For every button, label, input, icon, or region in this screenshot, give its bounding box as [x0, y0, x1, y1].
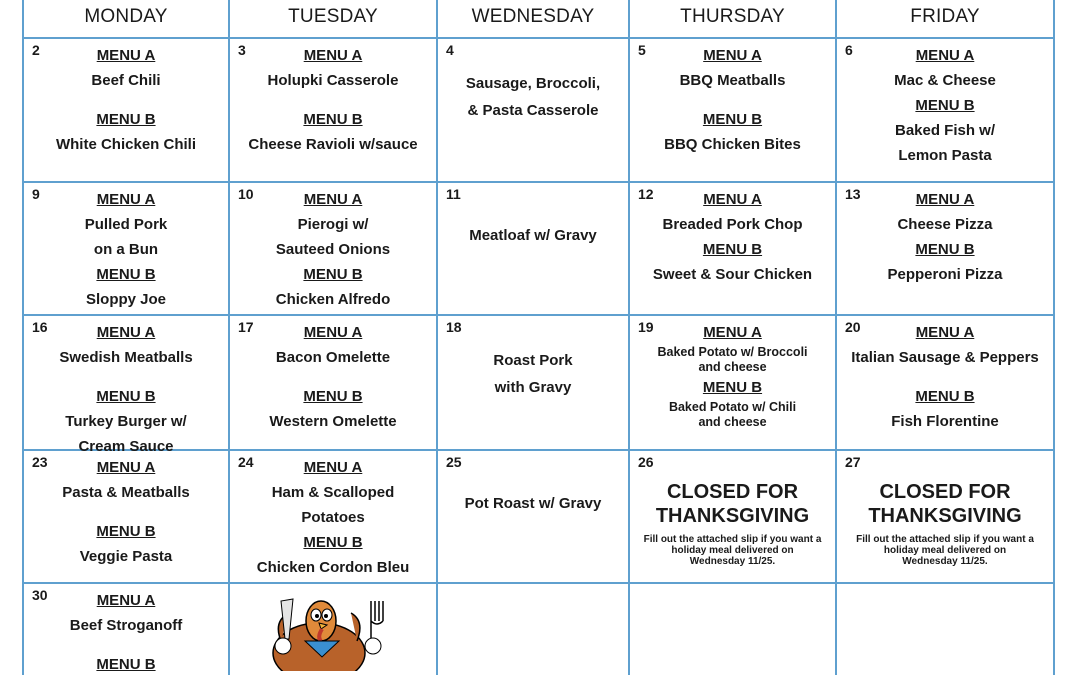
day-number: 6 [845, 42, 853, 58]
menu-label: MENU B [303, 111, 363, 128]
day-number: 16 [32, 319, 48, 335]
menu-item: BBQ Chicken Bites [664, 136, 801, 153]
menu-label: MENU B [96, 111, 156, 128]
day-cell [629, 315, 836, 450]
menu-label: MENU A [96, 191, 156, 208]
menu-label: MENU A [915, 191, 975, 208]
day-cell [437, 583, 629, 675]
day-cell [229, 315, 437, 450]
menu-label: MENU A [703, 47, 762, 64]
turkey-mascot-icon [259, 591, 409, 671]
spacer [23, 370, 229, 384]
day-number: 30 [32, 587, 48, 603]
cell-menu-content [836, 320, 1054, 434]
menu-label: MENU A [915, 47, 975, 64]
menu-label: MENU B [96, 656, 156, 673]
day-number: 10 [238, 186, 254, 202]
closed-notice: CLOSED FOR [879, 481, 1011, 503]
day-number: 17 [238, 319, 254, 335]
menu-item: Ham & Scalloped [271, 484, 395, 501]
cell-menu-content [836, 43, 1054, 168]
day-cell [836, 38, 1054, 182]
menu-item: Holupki Casserole [267, 72, 399, 89]
day-number: 11 [446, 186, 461, 202]
cell-menu-content [836, 187, 1054, 287]
menu-label: MENU B [702, 241, 763, 258]
day-cell [229, 38, 437, 182]
day-header-tuesday: TUESDAY [288, 6, 378, 27]
menu-label: MENU B [702, 111, 763, 128]
menu-item: BBQ Meatballs [679, 72, 786, 89]
cell-menu-content [836, 480, 1054, 567]
day-cell [23, 450, 229, 583]
day-cell [23, 182, 229, 315]
day-cell [229, 450, 437, 583]
menu-item: Veggie Pasta [79, 548, 173, 565]
day-cell [437, 315, 629, 450]
day-header-wednesday: WEDNESDAY [471, 6, 595, 27]
day-cell [229, 182, 437, 315]
day-cell [629, 182, 836, 315]
day-cell [836, 315, 1054, 450]
day-number: 2 [32, 42, 40, 58]
holiday-meal-note: Fill out the attached slip if you want a [643, 534, 822, 545]
menu-label: MENU A [703, 324, 762, 341]
menu-item: Meatloaf w/ Gravy [469, 227, 597, 244]
menu-label: MENU A [303, 324, 363, 341]
day-number: 26 [638, 454, 654, 470]
menu-label: MENU B [303, 266, 363, 283]
day-number: 27 [845, 454, 861, 470]
menu-label: MENU B [303, 388, 363, 405]
cell-menu-content [229, 320, 437, 434]
menu-label: MENU A [303, 459, 363, 476]
menu-item: Sweet & Sour Chicken [652, 266, 813, 283]
menu-item: on a Bun [93, 241, 159, 258]
menu-item: Roast Pork [493, 352, 573, 369]
day-header-monday: MONDAY [84, 6, 168, 27]
menu-label: MENU A [303, 47, 363, 64]
menu-item: Baked Fish w/ [894, 122, 996, 139]
closed-notice: THANKSGIVING [655, 505, 810, 527]
day-number: 12 [638, 186, 654, 202]
cell-menu-content [629, 320, 836, 430]
closed-notice: CLOSED FOR [666, 481, 799, 503]
menu-item: & Pasta Casserole [467, 102, 599, 119]
menu-label: MENU A [915, 324, 975, 341]
holiday-meal-note: Wednesday 11/25. [902, 556, 988, 567]
menu-item: Beef Chili [91, 72, 161, 89]
menu-item: and cheese [698, 360, 767, 374]
day-cell [23, 315, 229, 455]
spacer [23, 638, 229, 652]
cell-menu-content [629, 480, 836, 567]
day-cell [629, 450, 836, 583]
closed-notice: THANKSGIVING [868, 505, 1022, 527]
day-cell [836, 583, 1054, 675]
day-header-friday: FRIDAY [910, 6, 980, 27]
menu-item: Baked Potato w/ Chili [668, 400, 797, 414]
day-cell [437, 38, 629, 182]
day-number: 24 [238, 454, 254, 470]
day-number: 19 [638, 319, 654, 335]
menu-item: Italian Sausage & Peppers [851, 349, 1039, 366]
cell-menu-content [629, 187, 836, 287]
menu-item: Sauteed Onions [275, 241, 391, 258]
menu-label: MENU B [96, 523, 156, 540]
spacer [836, 370, 1054, 384]
menu-item: Western Omelette [269, 413, 397, 430]
day-cell [23, 583, 229, 675]
cell-menu-content [229, 187, 437, 312]
day-cell [629, 583, 836, 675]
day-number: 18 [446, 319, 462, 335]
holiday-meal-note: holiday meal delivered on [671, 545, 794, 556]
menu-item: Swedish Meatballs [59, 349, 193, 366]
cell-menu-content [23, 320, 229, 459]
spacer [229, 370, 437, 384]
cell-menu-content [229, 455, 437, 580]
menu-label: MENU B [96, 388, 156, 405]
day-number: 5 [638, 42, 646, 58]
menu-label: MENU A [303, 191, 363, 208]
spacer [23, 505, 229, 519]
cell-menu-content [229, 43, 437, 157]
menu-label: MENU B [96, 266, 156, 283]
menu-item: Pierogi w/ [297, 216, 369, 233]
day-cell [629, 38, 836, 182]
menu-item: Pasta & Meatballs [62, 484, 190, 501]
menu-item: Sausage, Broccoli, [465, 75, 601, 92]
menu-item: and cheese [698, 415, 767, 429]
menu-label: MENU B [915, 388, 975, 405]
cell-menu-content [437, 490, 629, 517]
day-number: 23 [32, 454, 48, 470]
day-number: 20 [845, 319, 861, 335]
menu-item: Turkey Burger w/ [65, 413, 187, 430]
day-cell [23, 38, 229, 182]
menu-item: Chicken Cordon Bleu [256, 559, 410, 576]
menu-item: Cream Sauce [78, 438, 174, 455]
holiday-meal-note: Fill out the attached slip if you want a [856, 534, 1034, 545]
day-number: 9 [32, 186, 40, 202]
menu-label: MENU A [96, 324, 156, 341]
menu-label: MENU A [96, 459, 156, 476]
day-header-thursday: THURSDAY [680, 6, 785, 27]
menu-item: Chicken Alfredo [275, 291, 391, 308]
menu-item: Cheese Pizza [897, 216, 993, 233]
menu-item: Cheese Ravioli w/sauce [248, 136, 418, 153]
cell-menu-content [23, 455, 229, 569]
menu-item: Fish Florentine [891, 413, 999, 430]
menu-label: MENU A [96, 47, 156, 64]
day-number: 3 [238, 42, 246, 58]
menu-label: MENU B [303, 534, 363, 551]
day-cell [437, 450, 629, 583]
day-cell [836, 450, 1054, 583]
menu-label: MENU B [702, 379, 763, 396]
menu-item: Mac & Cheese [894, 72, 996, 89]
menu-item: Lemon Pasta [898, 147, 992, 164]
day-number: 13 [845, 186, 861, 202]
spacer [629, 93, 836, 107]
menu-item: Pulled Pork [84, 216, 168, 233]
day-number: 25 [446, 454, 462, 470]
day-cell [437, 182, 629, 315]
holiday-meal-note: holiday meal delivered on [883, 545, 1007, 556]
cell-menu-content [629, 43, 836, 157]
spacer [23, 93, 229, 107]
menu-item: Bacon Omelette [275, 349, 391, 366]
holiday-meal-note: Wednesday 11/25. [689, 556, 776, 567]
cell-menu-content [23, 187, 229, 312]
spacer [229, 93, 437, 107]
menu-label: MENU A [703, 191, 762, 208]
menu-item: Breaded Pork Chop [662, 216, 803, 233]
menu-item: Pot Roast w/ Gravy [464, 495, 602, 512]
menu-item: Potatoes [301, 509, 365, 526]
day-number: 4 [446, 42, 454, 58]
cell-menu-content [23, 43, 229, 157]
menu-label: MENU A [96, 592, 156, 609]
cell-menu-content [23, 588, 229, 677]
menu-item: Pepperoni Pizza [887, 266, 1003, 283]
day-cell [836, 182, 1054, 315]
menu-item: White Chicken Chili [55, 136, 196, 153]
cell-menu-content [437, 347, 629, 401]
day-cell [229, 583, 437, 675]
menu-item: Beef Stroganoff [69, 617, 183, 634]
menu-item: with Gravy [494, 379, 572, 396]
menu-label: MENU B [915, 97, 975, 114]
cell-menu-content [437, 222, 629, 249]
menu-label: MENU B [915, 241, 975, 258]
menu-item: Baked Potato w/ Broccoli [657, 345, 808, 359]
cell-menu-content [437, 70, 629, 124]
menu-item: Sloppy Joe [85, 291, 167, 308]
